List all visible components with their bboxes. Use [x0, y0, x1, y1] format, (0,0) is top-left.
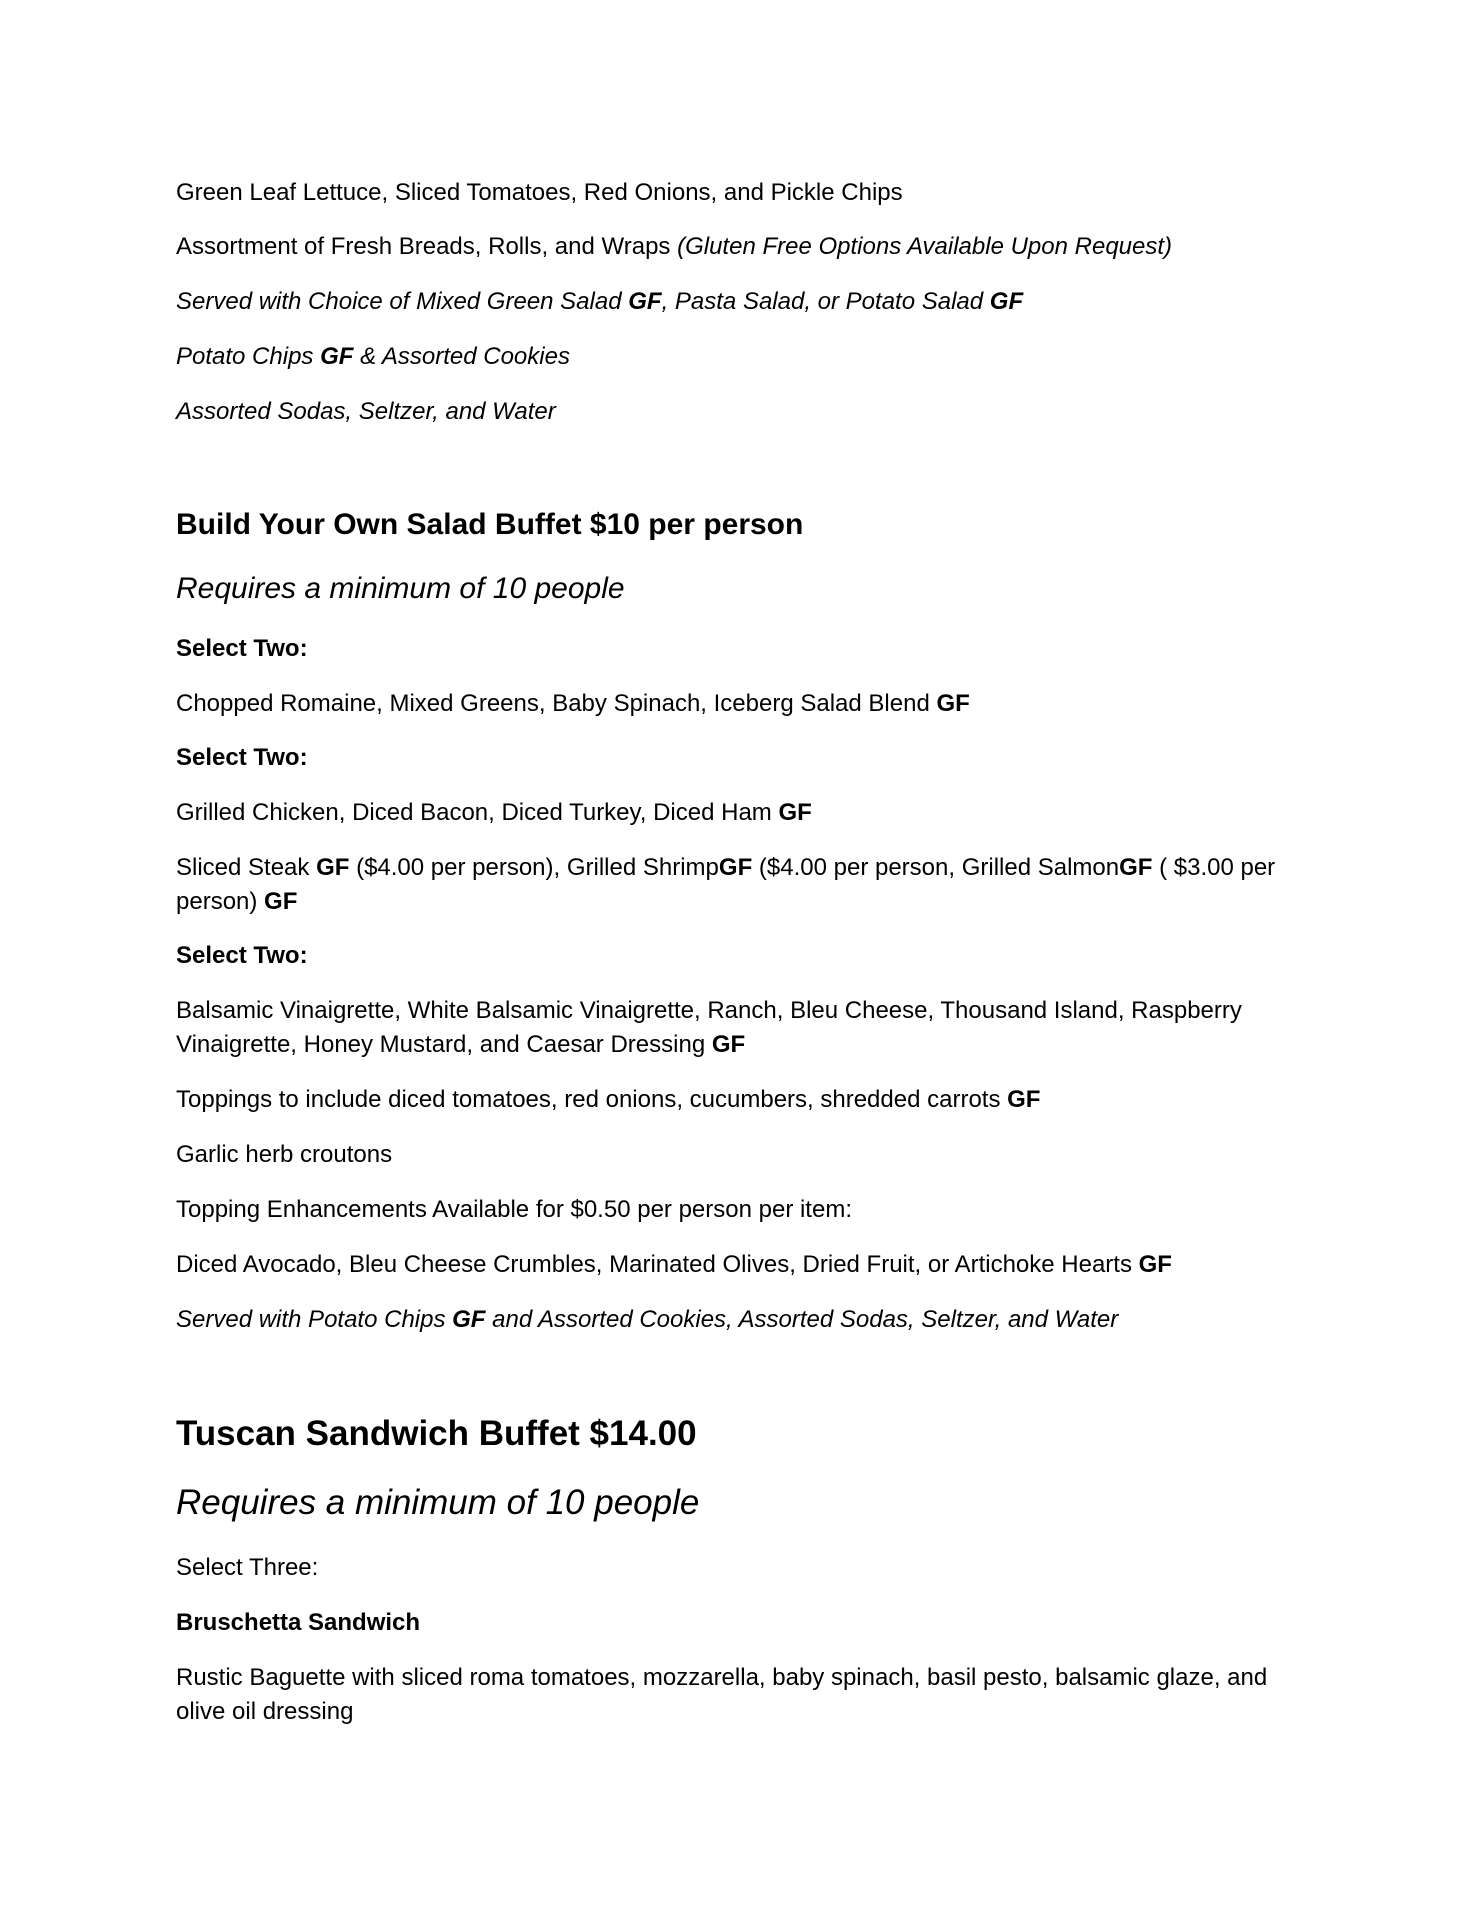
toppings-included-line [176, 1083, 1316, 1117]
select-greens-label: Select Two: [176, 635, 308, 662]
tuscan-select-label: Select Three: [176, 1554, 319, 1581]
premium-text-b: ($4.00 per person), Grilled Shrimp [349, 854, 719, 881]
gf-badge: GF [718, 854, 753, 881]
sides-text-b: , Pasta Salad, or Potato Salad [661, 288, 990, 315]
tuscan-buffet-minimum: Requires a minimum of 10 people [176, 1483, 700, 1522]
breads-text: Assortment of Fresh Breads, Rolls, and Wraps [176, 233, 678, 260]
chips-line [176, 340, 1316, 374]
gf-badge: GF [264, 888, 298, 915]
dressings-line [176, 994, 1316, 1062]
gf-badge: GF [989, 288, 1024, 315]
toppings-text: Green Leaf Lettuce, Sliced Tomatoes, Red Onions, and Pickle Chips [176, 179, 903, 206]
select-dressings-label: Select Two: [176, 942, 308, 969]
salad-served-with-line [176, 1303, 1316, 1337]
gf-badge: GF [711, 1031, 746, 1058]
greens-line [176, 687, 1316, 721]
greens-text: Chopped Romaine, Mixed Greens, Baby Spinach, Iceberg Salad Blend [176, 690, 937, 717]
tuscan-buffet-title: Tuscan Sandwich Buffet $14.00 [176, 1414, 697, 1453]
chips-text-a: Potato Chips [176, 343, 321, 370]
gf-badge: GF [1007, 1086, 1041, 1113]
bruschetta-sandwich-name: Bruschetta Sandwich [176, 1609, 421, 1636]
drinks-line [176, 395, 1316, 429]
select-proteins-label: Select Two: [176, 744, 308, 771]
salad-buffet-title: Build Your Own Salad Buffet $10 per person [176, 508, 804, 541]
served-text-b: and Assorted Cookies, Assorted Sodas, Seltzer, and Water [485, 1306, 1119, 1333]
gf-badge: GF [1119, 854, 1153, 881]
sides-line [176, 285, 1316, 319]
bruschetta-sandwich-description: Rustic Baguette with sliced roma tomatoes, mozzarella, baby spinach, basil pesto, balsamic glaze, and olive oil dressing [176, 1664, 1268, 1725]
croutons-line: Garlic herb croutons [176, 1141, 393, 1168]
premium-proteins-line [176, 851, 1316, 919]
toppings-line [176, 176, 1316, 210]
dressings-text: Balsamic Vinaigrette, White Balsamic Vinaigrette, Ranch, Bleu Cheese, Thousand Island, Raspberry Vinaigrette, Honey Mustard, and Caesar Dressing [176, 997, 1242, 1058]
gf-badge: GF [628, 288, 662, 315]
enhancements-label: Topping Enhancements Available for $0.50 per person per item: [176, 1196, 852, 1223]
premium-text-c: ($4.00 per person, Grilled Salmon [752, 854, 1120, 881]
served-text-a: Served with Potato Chips [176, 1306, 453, 1333]
sides-text-a: Served with Choice of Mixed Green Salad [176, 288, 629, 315]
enhancements-line [176, 1248, 1316, 1282]
proteins-text: Grilled Chicken, Diced Bacon, Diced Turkey, Diced Ham [176, 799, 779, 826]
gf-badge: GF [936, 690, 970, 717]
gf-badge: GF [316, 854, 350, 881]
gf-badge: GF [320, 343, 354, 370]
enhancements-text: Diced Avocado, Bleu Cheese Crumbles, Marinated Olives, Dried Fruit, or Artichoke Hearts [176, 1251, 1139, 1278]
gf-badge: GF [452, 1306, 486, 1333]
gluten-free-note: (Gluten Free Options Available Upon Request) [677, 233, 1173, 260]
drinks-text: Assorted Sodas, Seltzer, and Water [176, 398, 556, 425]
proteins-line [176, 796, 1316, 830]
breads-line [176, 230, 1316, 264]
toppings-included-text: Toppings to include diced tomatoes, red onions, cucumbers, shredded carrots [176, 1086, 1008, 1113]
gf-badge: GF [778, 799, 812, 826]
gf-badge: GF [1138, 1251, 1172, 1278]
salad-buffet-minimum: Requires a minimum of 10 people [176, 572, 625, 605]
premium-text-a: Sliced Steak [176, 854, 317, 881]
premium-text-d: ( $3.00 per person) [176, 854, 1276, 915]
chips-text-b: & Assorted Cookies [353, 343, 570, 370]
